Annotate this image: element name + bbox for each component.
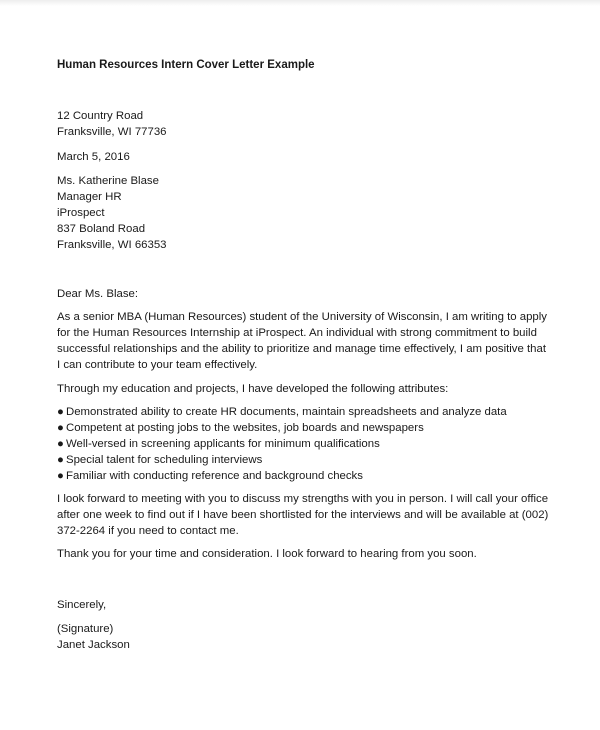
closing (57, 597, 106, 613)
letter-date (57, 149, 130, 165)
salutation-text: Dear Ms. Blase: (57, 288, 139, 300)
list-item (57, 436, 507, 452)
sender-street: 12 Country Road (57, 110, 144, 122)
signature-block (57, 621, 130, 653)
bullet-icon: ● (57, 406, 64, 418)
followup-line: 372-2264 if you need to contact me. (57, 525, 239, 537)
intro-paragraph (57, 309, 547, 373)
list-item-text: Special talent for scheduling interviews (66, 454, 263, 466)
intro-line: I can contribute to your team effectively. (57, 359, 258, 371)
followup-line: after one week to find out if I have been shortlisted for the interviews and will be available at (002) (57, 509, 549, 521)
page-top-edge (0, 0, 600, 6)
attributes-list (57, 404, 507, 484)
sender-address (57, 108, 167, 140)
intro-line: As a senior MBA (Human Resources) student of the University of Wisconsin, I am writing to apply (57, 311, 547, 323)
attributes-intro (57, 381, 448, 397)
date-text: March 5, 2016 (57, 151, 130, 163)
bullet-icon: ● (57, 470, 64, 482)
recipient-city: Franksville, WI 66353 (57, 239, 167, 251)
recipient-position: Manager HR (57, 191, 122, 203)
intro-line: for the Human Resources Internship at iProspect. An individual with strong commitment to build (57, 327, 537, 339)
recipient-name: Ms. Katherine Blase (57, 175, 159, 187)
list-item-text: Demonstrated ability to create HR documents, maintain spreadsheets and analyze data (66, 406, 507, 418)
sender-city: Franksville, WI 77736 (57, 126, 167, 138)
closing-text: Sincerely, (57, 599, 107, 611)
intro-line: successful relationships and the ability to prioritize and manage time effectively, I am positive that (57, 343, 546, 355)
list-item (57, 468, 507, 484)
bullet-icon: ● (57, 438, 64, 450)
list-item-text: Competent at posting jobs to the websites, job boards and newspapers (66, 422, 424, 434)
signer-name: Janet Jackson (57, 639, 130, 651)
recipient-address (57, 173, 167, 253)
thanks-text: Thank you for your time and consideration. I look forward to hearing from you soon. (57, 548, 477, 560)
followup-line: I look forward to meeting with you to discuss my strengths with you in person. I will call your office (57, 493, 549, 505)
thanks-paragraph (57, 546, 477, 562)
list-item-text: Familiar with conducting reference and background checks (66, 470, 363, 482)
recipient-company: iProspect (57, 207, 105, 219)
list-item (57, 404, 507, 420)
bullet-icon: ● (57, 454, 64, 466)
followup-paragraph (57, 491, 547, 539)
bullet-icon: ● (57, 422, 64, 434)
attributes-intro-text: Through my education and projects, I have developed the following attributes: (57, 383, 449, 395)
list-item (57, 452, 507, 468)
signature-placeholder: (Signature) (57, 623, 114, 635)
list-item-text: Well-versed in screening applicants for minimum qualifications (66, 438, 380, 450)
salutation (57, 286, 138, 302)
recipient-street: 837 Boland Road (57, 223, 146, 235)
list-item (57, 420, 507, 436)
document-title: Human Resources Intern Cover Letter Example (57, 59, 315, 71)
